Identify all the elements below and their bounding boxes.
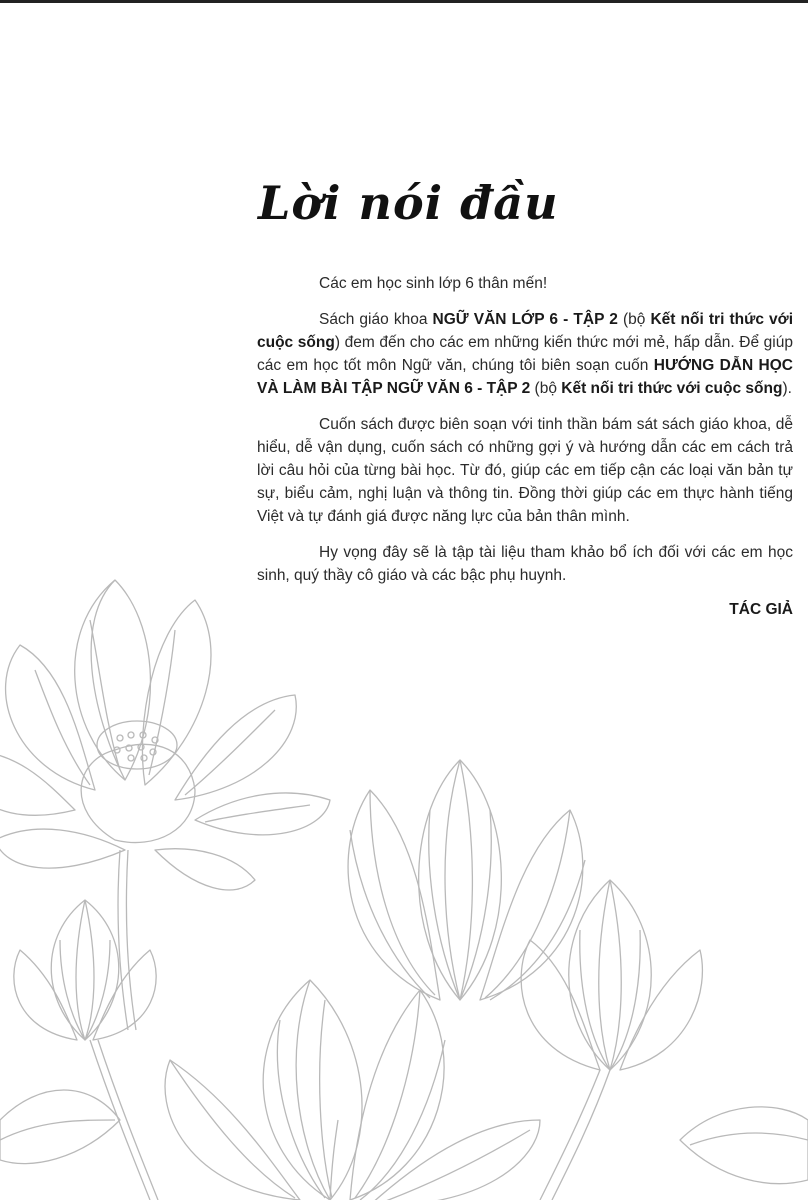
lotus-bud-right [521,880,702,1070]
preface-body [257,272,793,634]
top-border-line [0,0,808,3]
paragraph-textbook-intro: Sách giáo khoa NGỮ VĂN LỚP 6 - TẬP 2 (bộ Kết nối tri thức với cuộc sống) đem đến cho các em những kiến thức mới mẻ, hấp dẫn. Để giúp các em học tốt môn Ngữ văn, chúng tôi biên soạn cuốn HƯỚNG DẪN HỌC VÀ LÀM BÀI TẬP NGỮ VĂN 6 - TẬP 2 (bộ Kết nối tri thức với cuộc sống). [257,311,794,397]
paragraph-closing: Hy vọng đây sẽ là tập tài liệu tham khảo bổ ích đối với các em học sinh, quý thầy cô giáo và các bậc phụ huynh. [257,544,793,584]
page-title: Lời nói đầu [258,176,559,230]
paragraph-book-purpose: Cuốn sách được biên soạn với tinh thần bám sát sách giáo khoa, dễ hiểu, dễ vận dụng, cuốn sách có những gợi ý và hướng dẫn các em cách trả lời câu hỏi của từng bài học. Từ đó, giúp các em tiếp cận các loại văn bản tự sự, biểu cảm, nghị luận và thông tin. Đồng thời giúp các em thực hành tiếng Việt và tự đánh giá được năng lực của bản thân mình. [257,416,793,525]
series-name-bold: Kết nối tri thức với cuộc sống [257,311,794,351]
greeting-paragraph: Các em học sinh lớp 6 thân mến! [319,275,548,292]
leaf-shape [0,1090,120,1164]
guide-title-bold: HƯỚNG DẪN HỌC VÀ LÀM BÀI TẬP NGỮ VĂN 6 - TẬP 2 [257,357,793,397]
series-name-bold-2: Kết nối tri thức với cuộc sống [561,380,783,397]
book-title-bold: NGỮ VĂN LỚP 6 - TẬP 2 [432,311,618,328]
lotus-flower-bottom [165,980,540,1200]
author-signature: TÁC GIẢ [729,601,793,618]
lotus-illustration [0,560,808,1200]
lotus-flower-center [348,760,585,1000]
